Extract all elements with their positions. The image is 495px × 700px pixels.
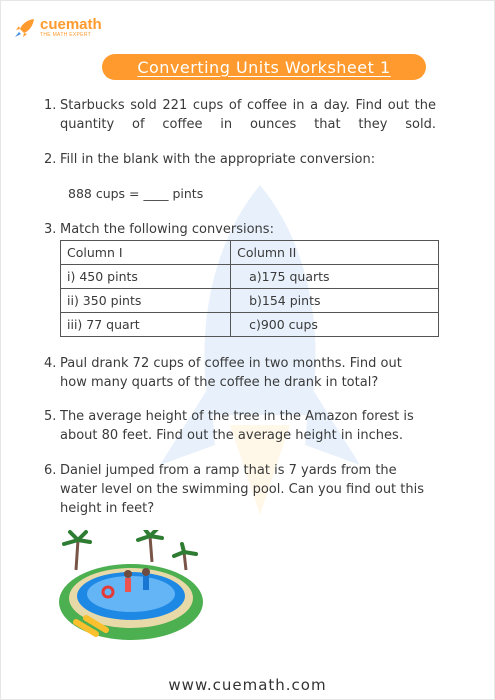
question-text-line: about 80 feet. Find out the average height in inches. <box>60 428 403 443</box>
fill-in-blank: 888 cups = ____ pints <box>68 186 204 201</box>
rocket-logo-icon <box>14 18 36 38</box>
logo-wordmark: cuemath <box>40 16 102 33</box>
question-4 <box>44 354 402 392</box>
table-cell: iii) 77 quart <box>61 313 231 337</box>
table-cell: ii) 350 pints <box>61 289 231 313</box>
swimmer-figure <box>124 570 132 592</box>
question-number: 5. <box>44 409 57 424</box>
question-number: 3. <box>44 222 57 237</box>
question-text-line: Match the following conversions: <box>60 222 274 237</box>
table-header-cell: Column I <box>61 241 231 265</box>
table-row <box>61 265 439 289</box>
cuemath-logo <box>14 18 102 38</box>
question-number: 2. <box>44 152 57 167</box>
question-text-line: how many quarts of the coffee he drank in total? <box>60 375 379 390</box>
table-cell: c)900 cups <box>231 313 439 337</box>
question-number: 4. <box>44 356 57 371</box>
footer-url: www.cuemath.com <box>168 676 327 694</box>
question-text-line: Daniel jumped from a ramp that is 7 yards from the <box>60 463 397 478</box>
question-number: 6. <box>44 463 57 478</box>
question-6 <box>44 461 424 518</box>
worksheet-title: Converting Units Worksheet 1 <box>137 57 391 77</box>
table-cell: i) 450 pints <box>61 265 231 289</box>
question-3 <box>44 220 274 239</box>
question-2 <box>44 150 375 169</box>
table-row <box>61 313 439 337</box>
question-1 <box>44 96 436 134</box>
question-text-line: water level on the swimming pool. Can you find out this <box>60 482 425 497</box>
swimming-pool-illustration-icon <box>56 530 206 650</box>
question-5 <box>44 407 414 445</box>
table-cell: a)175 quarts <box>231 265 439 289</box>
question-text-line: quantity of coffee in ounces that they sold. <box>60 117 436 132</box>
worksheet-title-banner <box>102 54 426 80</box>
question-text-line: The average height of the tree in the Amazon forest is <box>60 409 414 424</box>
question-text-line: Starbucks sold 221 cups of coffee in a day. Find out the <box>60 98 436 113</box>
table-cell: b)154 pints <box>231 289 439 313</box>
question-text-line: Fill in the blank with the appropriate conversion: <box>60 152 376 167</box>
logo-tagline: THE MATH EXPERT <box>40 32 91 38</box>
table-header-cell: Column II <box>231 241 439 265</box>
question-number: 1. <box>44 98 57 113</box>
table-row <box>61 289 439 313</box>
match-table <box>60 240 439 337</box>
question-text-line: height in feet? <box>60 501 155 516</box>
question-text-line: Paul drank 72 cups of coffee in two months. Find out <box>60 356 402 371</box>
table-header-row <box>61 241 439 265</box>
